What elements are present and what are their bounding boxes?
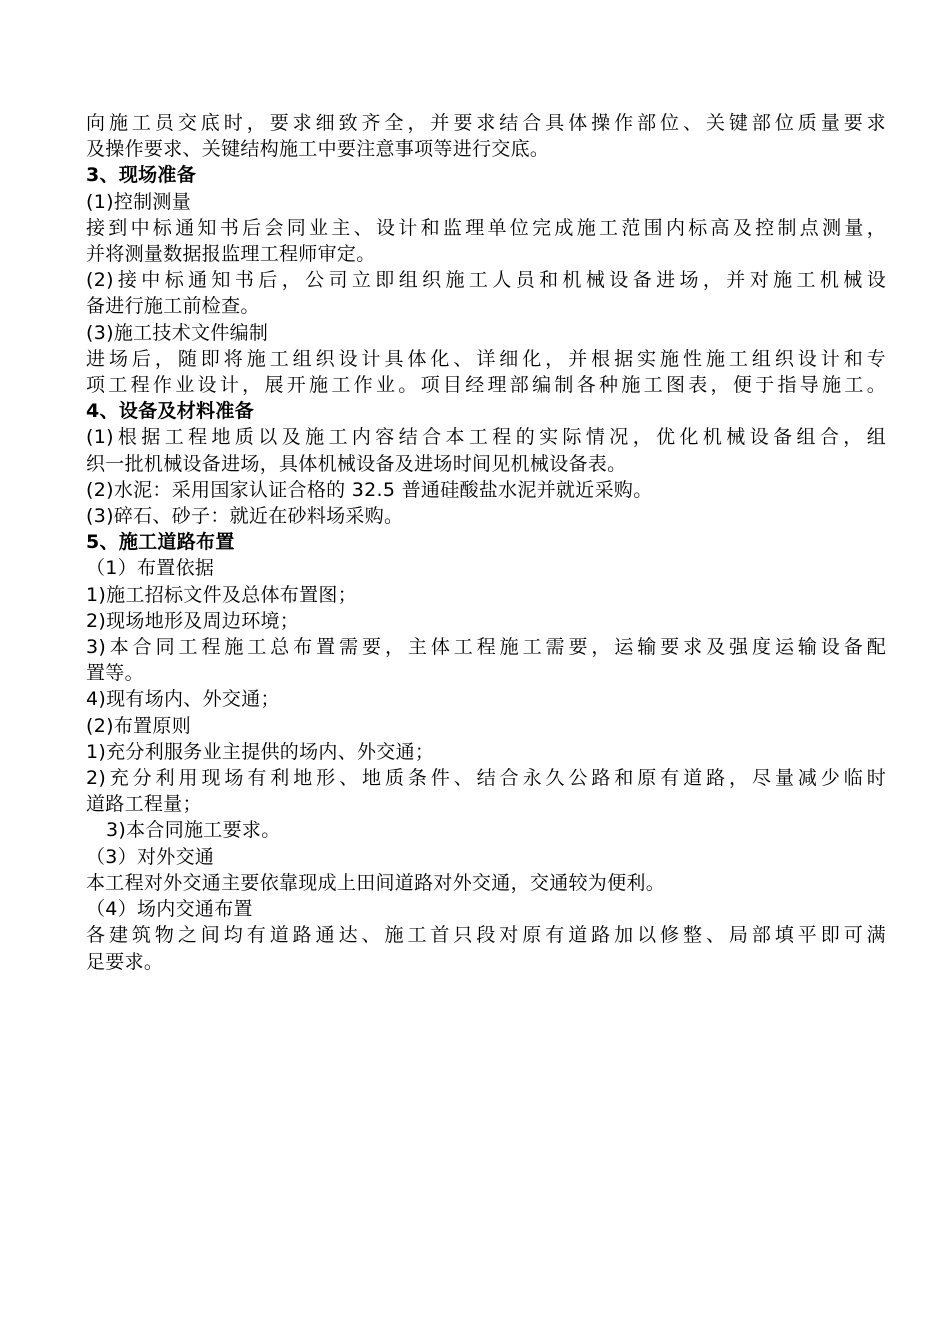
text-line: 向施工员交底时，要求细致齐全，并要求结合具体操作部位、关键部位质量要求 [86,112,886,134]
text-line: （4）场内交通布置 [86,898,253,921]
text-line: 2)充分利用现场有利地形、地质条件、结合永久公路和原有道路，尽量减少临时 [86,767,886,790]
document-page [86,110,886,975]
text-line: (1)控制测量 [86,190,192,213]
text-line: 2)现场地形及周边环境； [86,609,300,632]
text-line: 本工程对外交通主要依靠现成上田间道路对外交通，交通较为便利。 [86,871,666,894]
section-heading: 4、设备及材料准备 [86,400,254,423]
text-line: (2)布置原则 [86,714,192,737]
text-line: 并将测量数据报监理工程师审定。 [86,243,376,266]
text-line: （1）布置依据 [86,557,215,580]
text-line: (2)水泥：采用国家认证合格的 32.5 普通硅酸盐水泥并就近采购。 [86,478,653,501]
text-line: 足要求。 [86,950,164,973]
text-line: 4)现有场内、外交通； [86,688,280,711]
text-line: 织一批机械设备进场，具体机械设备及进场时间见机械设备表。 [86,452,627,475]
text-line: 各建筑物之间均有道路通达、施工首只段对原有道路加以修整、局部填平即可满 [86,924,886,947]
text-line: （3）对外交通 [86,845,215,868]
text-line: (1)根据工程地质以及施工内容结合本工程的实际情况，优化机械设备组合，组 [86,426,886,449]
text-line: (3)碎石、砂子：就近在砂料场采购。 [86,505,404,528]
section-heading: 5、施工道路布置 [86,531,235,554]
section-heading: 3、现场准备 [86,164,197,187]
text-line: 备进行施工前检查。 [86,295,260,318]
text-line: 1)充分利服务业主提供的场内、外交通； [86,740,435,763]
text-line: 及操作要求、关键结构施工中要注意事项等进行交底。 [86,138,550,161]
text-line: 置等。 [86,662,144,685]
text-line: 3)本合同工程施工总布置需要，主体工程施工需要，运输要求及强度运输设备配 [86,636,886,659]
text-line: (3)施工技术文件编制 [86,321,269,344]
text-line: 1)施工招标文件及总体布置图； [86,583,358,606]
text-line: 3)本合同施工要求。 [106,819,281,842]
text-line: 接到中标通知书后会同业主、设计和监理单位完成施工范围内标高及控制点测量， [86,216,886,239]
text-line: (2)接中标通知书后，公司立即组织施工人员和机械设备进场，并对施工机械设 [86,269,886,292]
text-line: 进场后，随即将施工组织设计具体化、详细化，并根据实施性施工组织设计和专 [86,347,886,370]
text-line: 项工程作业设计，展开施工作业。项目经理部编制各种施工图表，便于指导施工。 [86,374,886,397]
text-line: 道路工程量； [86,793,202,816]
